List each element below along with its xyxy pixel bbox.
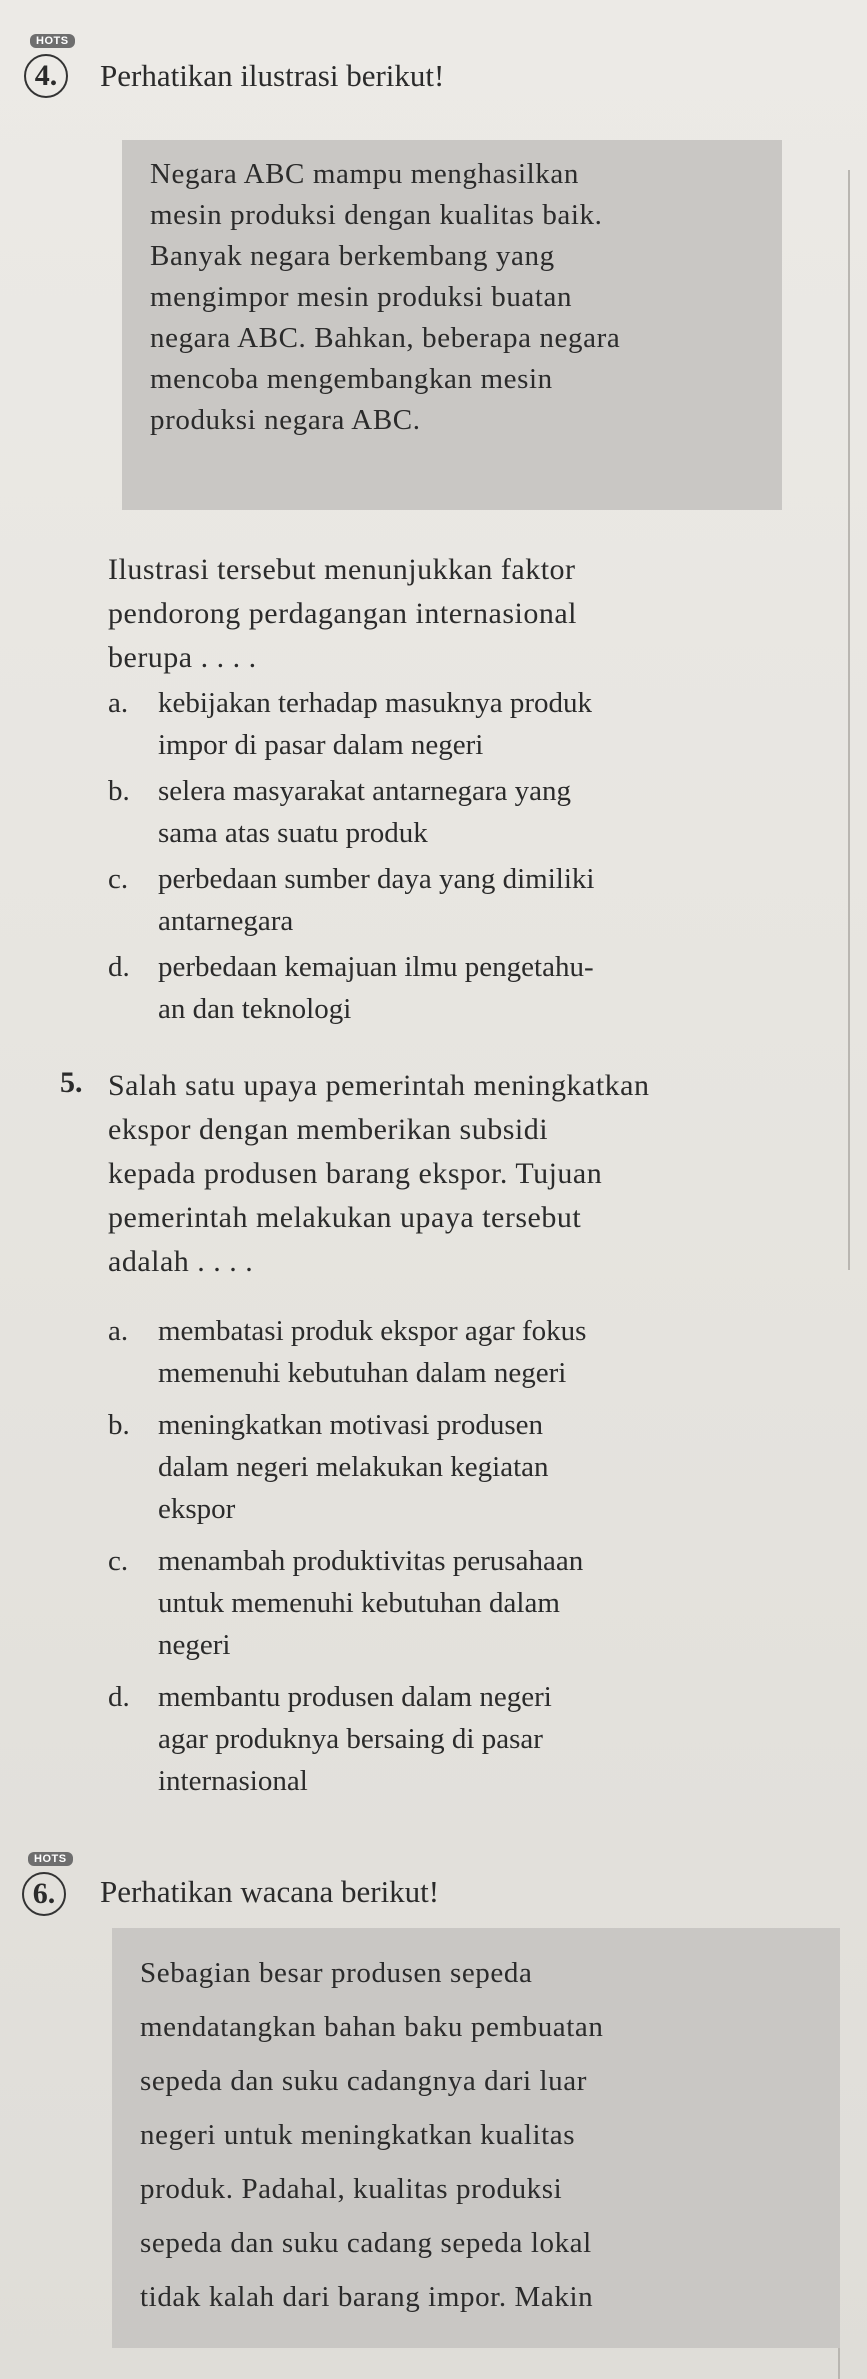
question-number: 4. bbox=[24, 54, 68, 98]
option-text bbox=[158, 946, 594, 1030]
option-text bbox=[158, 1676, 552, 1802]
stem-line: Ilustrasi tersebut menunjukkan faktor bbox=[108, 553, 576, 586]
option-line: internasional bbox=[158, 1765, 308, 1797]
option-line: an dan teknologi bbox=[158, 993, 352, 1025]
option-text bbox=[158, 1404, 549, 1530]
question-instruction: Perhatikan wacana berikut! bbox=[100, 1874, 440, 1909]
passage-box bbox=[112, 1928, 840, 2348]
option-line: perbedaan kemajuan ilmu pengetahu- bbox=[158, 951, 594, 983]
stem-line: Salah satu upaya pemerintah meningkatkan bbox=[108, 1069, 650, 1102]
passage-line: Banyak negara berkembang yang bbox=[150, 240, 555, 272]
question-stem bbox=[108, 1064, 650, 1284]
option-text bbox=[158, 1540, 583, 1666]
option-line: untuk memenuhi kebutuhan dalam bbox=[158, 1587, 560, 1619]
stem-line: ekspor dengan memberikan subsidi bbox=[108, 1113, 549, 1146]
option-label: a. bbox=[108, 687, 129, 719]
stem-line: adalah . . . . bbox=[108, 1245, 254, 1278]
option-line: dalam negeri melakukan kegiatan bbox=[158, 1451, 549, 1483]
option-line: menambah produktivitas perusahaan bbox=[158, 1545, 584, 1577]
question-number: 5. bbox=[60, 1066, 83, 1099]
option-label: b. bbox=[108, 775, 130, 807]
passage-line: mendatangkan bahan baku pembuatan bbox=[140, 2011, 604, 2043]
option-label: d. bbox=[108, 1681, 130, 1713]
option-line: perbedaan sumber daya yang dimiliki bbox=[158, 863, 595, 895]
passage-line: mengimpor mesin produksi buatan bbox=[150, 281, 573, 313]
option-text bbox=[158, 682, 592, 766]
option-line: negeri bbox=[158, 1629, 231, 1661]
passage-line: mencoba mengembangkan mesin bbox=[150, 363, 553, 395]
stem-line: pendorong perdagangan internasional bbox=[108, 597, 578, 630]
passage-line: produksi negara ABC. bbox=[150, 404, 421, 436]
passage-line: sepeda dan suku cadang sepeda lokal bbox=[140, 2227, 592, 2259]
hots-badge: HOTS bbox=[30, 34, 75, 48]
passage-line: Sebagian besar produsen sepeda bbox=[140, 1957, 533, 1989]
illustration-box bbox=[122, 140, 782, 510]
question-number: 6. bbox=[22, 1872, 66, 1916]
passage-line: Negara ABC mampu menghasilkan bbox=[150, 158, 579, 190]
stem-line: berupa . . . . bbox=[108, 641, 257, 674]
option-label: b. bbox=[108, 1409, 130, 1441]
option-text bbox=[158, 858, 594, 942]
option-line: impor di pasar dalam negeri bbox=[158, 729, 484, 761]
passage-line: negeri untuk meningkatkan kualitas bbox=[140, 2119, 576, 2151]
option-label: a. bbox=[108, 1315, 129, 1347]
option-line: membatasi produk ekspor agar fokus bbox=[158, 1315, 587, 1347]
option-line: membantu produsen dalam negeri bbox=[158, 1681, 552, 1713]
option-line: selera masyarakat antarnegara yang bbox=[158, 775, 572, 807]
option-label: c. bbox=[108, 863, 129, 895]
hots-badge: HOTS bbox=[28, 1852, 73, 1866]
option-line: sama atas suatu produk bbox=[158, 817, 428, 849]
option-line: memenuhi kebutuhan dalam negeri bbox=[158, 1357, 567, 1389]
margin-rule bbox=[848, 170, 850, 1270]
passage-line: sepeda dan suku cadangnya dari luar bbox=[140, 2065, 587, 2097]
option-text bbox=[158, 770, 571, 854]
stem-line: kepada produsen barang ekspor. Tujuan bbox=[108, 1157, 603, 1190]
option-line: ekspor bbox=[158, 1493, 236, 1525]
passage-line: mesin produksi dengan kualitas baik. bbox=[150, 199, 603, 231]
stem-line: pemerintah melakukan upaya tersebut bbox=[108, 1201, 582, 1234]
option-line: agar produknya bersaing di pasar bbox=[158, 1723, 543, 1755]
question-instruction: Perhatikan ilustrasi berikut! bbox=[100, 58, 445, 93]
option-line: kebijakan terhadap masuknya produk bbox=[158, 687, 593, 719]
option-label: d. bbox=[108, 951, 130, 983]
option-text bbox=[158, 1310, 586, 1394]
option-line: antarnegara bbox=[158, 905, 294, 937]
option-label: c. bbox=[108, 1545, 129, 1577]
question-stem bbox=[108, 548, 577, 680]
passage-line: negara ABC. Bahkan, beberapa negara bbox=[150, 322, 621, 354]
passage-line: tidak kalah dari barang impor. Makin bbox=[140, 2281, 594, 2313]
passage-line: produk. Padahal, kualitas produksi bbox=[140, 2173, 563, 2205]
option-line: meningkatkan motivasi produsen bbox=[158, 1409, 543, 1441]
